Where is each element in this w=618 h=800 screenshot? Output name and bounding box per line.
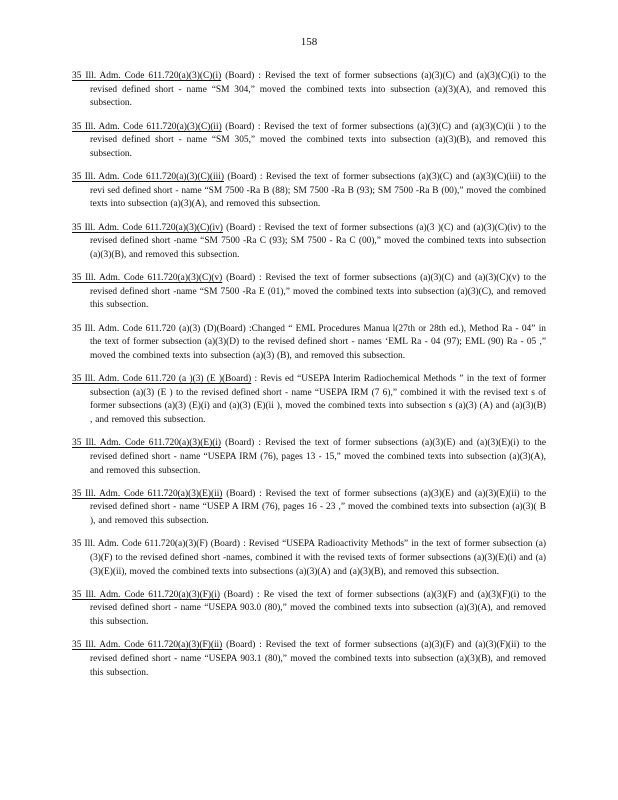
code-citation: 35 Ill. Adm. Code 611.720(a)(3)(F)(i) <box>72 589 220 600</box>
amendment-description: (Board) : Re vised the text of former subsections (a)(3)(F) and (a)(3)(F)(i) to the revised defined short - name “USEPA 903.0 (80),” moved the combined texts into subsection (a)(3)(A), and removed this subsection. <box>90 589 546 628</box>
amendment-entry <box>72 437 546 478</box>
code-citation: 35 Ill. Adm. Code 611.720(a)(3)(C)(iii) <box>72 172 224 182</box>
amendment-entry <box>72 538 546 579</box>
amendment-description: (Board) : Revised the text of former subsections (a)(3)(C) and (a)(3)(C)(ii ) to the revised defined short - name “SM 305,” moved the combined texts into subsection (a)(3)(B), and removed this subsection. <box>90 121 547 159</box>
amendment-entry <box>72 639 546 680</box>
amendment-description: (Board) : Revised the text of former subsections (a)(3)(C) and (a)(3)(C)(i) to the revised defined short - name “SM 304,” moved the combined texts into subsection (a)(3)(A), and removed this subsection. <box>90 71 546 109</box>
code-citation: 35 Ill. Adm. Code 611.720(a)(3)(C)(v) <box>72 273 223 283</box>
amendment-entry <box>72 121 546 162</box>
amendment-description: : Revis ed “USEPA Interim Radiochemical Methods ” in the text of former subsection (a)(3) (E ) to the revised defined short - name “USEPA IRM (7 6),” combined it with the revised text s of former subsections (a)(3) (E)(i) and (a)(3) (E)(ii ), moved the combined texts into subsection s (a)(3) (A) and (a)(3)(B) , and removed this subsection. <box>90 374 547 426</box>
amendment-description: (Board) : Revised the text of former subsections (a)(3)(F) and (a)(3)(F)(ii) to the revised defined short - name “USEPA 903.1 (80),” moved the combined texts into subsection (a)(3)(B), and removed this subsection. <box>90 640 546 678</box>
code-citation: 35 Ill. Adm. Code 611.720(a)(3)(E)(i) <box>72 438 222 449</box>
code-citation: 35 Ill. Adm. Code 611.720(a)(3)(F)(ii) <box>72 640 223 651</box>
amendment-description: (Board) : Revised the text of former subsections (a)(3)(E) and (a)(3)(E)(i) to the revised defined short - name “USEPA IRM (76), pages 13 - 15,” moved the combined texts into subsection (a)(3)(A), and removed this subsection. <box>90 438 546 476</box>
amendment-description: (Board) : Revised the text of former subsections (a)(3)(C) and (a)(3)(C)(iii) to the revi sed defined short - name “SM 7500 -Ra B (88); SM 7500 -Ra B (93); SM 7500 -Ra B (00),” moved the combined texts into subsection (a)(3)(A), and removed this subsection. <box>90 172 546 210</box>
code-citation: 35 Ill. Adm. Code 611.720(a)(3)(C)(ii) <box>72 121 222 132</box>
amendment-description: 35 Ill. Adm. Code 611.720(a)(3)(F) (Board) : Revised “USEPA Radioactivity Methods” in the text of former subsection (a)(3)(F) to the revised defined short -names, combined it with the revised texts of former subsections (a)(3)(E)(i) and (a)(3)(E)(ii), moved the combined texts into subsections (a)(3)(A) and (a)(3)(B), and removed this subsection. <box>72 539 546 577</box>
amendment-entry <box>72 589 546 630</box>
amendment-description: (Board) : Revised the text of former subsections (a)(3)(C) and (a)(3)(C)(v) to the revised defined short -name “SM 7500 -Ra E (01),” moved the combined texts into subsection (a)(3)(C), and removed this subsection. <box>90 273 546 311</box>
code-citation: 35 Ill. Adm. Code 611.720(a)(3)(C)(i) <box>72 71 222 81</box>
page-number: 158 <box>300 36 318 48</box>
code-citation: 35 Ill. Adm. Code 611.720(a)(3)(C)(iv) <box>72 222 223 233</box>
amendment-entry <box>72 272 546 313</box>
amendment-entry <box>72 323 546 364</box>
amendment-entry <box>72 171 546 212</box>
amendment-description: 35 Ill. Adm. Code 611.720 (a)(3) (D)(Board) :Changed “ EML Procedures Manua l(27th or 28th ed.), Method Ra - 04” in the text of former subsection (a)(3)(D) to the revised defined short - names ‘EML Ra - 04 (97); EML (90) Ra - 05 ,” moved the combined texts into subsection (a)(3) (B), and removed this subsection. <box>72 323 546 361</box>
code-citation: 35 Ill. Adm. Code 611.720 (a )(3) (E )(Board) <box>72 374 252 384</box>
amendment-description: (Board) : Revised the text of former subsections (a)(3)(E) and (a)(3)(E)(ii) to the revised defined short - name “USEP A IRM (76), pages 16 - 23 ,” moved the combined texts into subsection (a)(3)( B ), and removed this subsection. <box>90 488 546 527</box>
amendment-entry <box>72 373 546 428</box>
amendment-entry <box>72 488 546 529</box>
amendment-entry <box>72 70 546 111</box>
amendment-entry <box>72 222 546 263</box>
amendment-list <box>72 70 546 690</box>
amendment-description: (Board) : Revised the text of former subsections (a)(3 )(C) and (a)(3)(C)(iv) to the revised defined short -name “SM 7500 -Ra C (93); SM 7500 - Ra C (00),” moved the combined texts into subsection (a)(3)(B), and removed this subsection. <box>90 222 546 260</box>
code-citation: 35 Ill. Adm. Code 611.720(a)(3)(E)(ii) <box>72 488 223 499</box>
